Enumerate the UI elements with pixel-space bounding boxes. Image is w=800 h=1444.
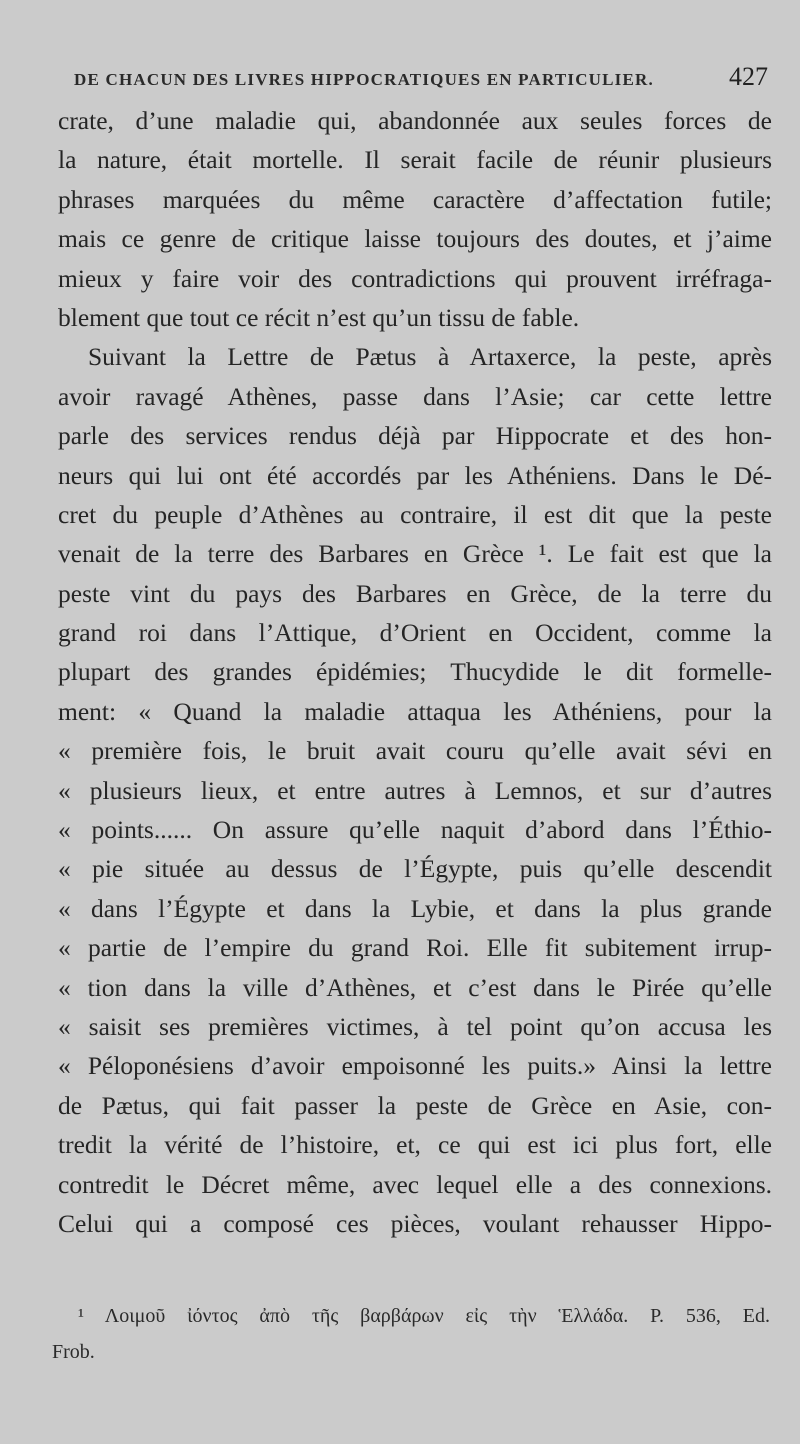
text-line: « saisit ses premières victimes, à tel point qu’on accusa les bbox=[58, 1011, 772, 1041]
running-head: DE CHACUN DES LIVRES HIPPOCRATIQUES EN PARTICULIER. bbox=[74, 70, 654, 89]
text-line: « première fois, le bruit avait couru qu’elle avait sévi en bbox=[58, 736, 772, 766]
text-line: mieux y faire voir des contradictions qui prouvent irréfraga- bbox=[58, 263, 772, 293]
text-line: « Péloponésiens d’avoir empoisonné les puits.» Ainsi la lettre bbox=[58, 1051, 772, 1081]
text-line: « partie de l’empire du grand Roi. Elle fit subitement irrup- bbox=[58, 933, 772, 963]
text-line: tredit la vérité de l’histoire, et, ce qui est ici plus fort, elle bbox=[58, 1130, 772, 1160]
text-line: grand roi dans l’Attique, d’Orient en Occident, comme la bbox=[58, 618, 772, 648]
text-line: blement que tout ce récit n’est qu’un tissu de fable. bbox=[58, 302, 580, 332]
text-line: « points...... On assure qu’elle naquit d’abord dans l’Éthio- bbox=[58, 815, 772, 845]
body-text bbox=[58, 101, 772, 1243]
text-line: parle des services rendus déjà par Hippocrate et des hon- bbox=[58, 421, 772, 451]
text-line: « pie située au dessus de l’Égypte, puis qu’elle descendit bbox=[58, 854, 772, 884]
text-line: ment: « Quand la maladie attaqua les Athéniens, pour la bbox=[58, 696, 772, 726]
text-line: la nature, était mortelle. Il serait facile de réunir plusieurs bbox=[58, 145, 772, 175]
text-line: « tion dans la ville d’Athènes, et c’est dans le Pirée qu’elle bbox=[58, 972, 772, 1002]
text-line: cret du peuple d’Athènes au contraire, il est dit que la peste bbox=[58, 499, 772, 529]
text-line: contredit le Décret même, avec lequel elle a des connexions. bbox=[58, 1169, 772, 1199]
text-line: phrases marquées du même caractère d’affectation futile; bbox=[58, 184, 772, 214]
text-line: mais ce genre de critique laisse toujours des doutes, et j’aime bbox=[58, 224, 772, 254]
page-number: 427 bbox=[729, 62, 768, 91]
text-line: « dans l’Égypte et dans la Lybie, et dans la plus grande bbox=[58, 893, 772, 923]
text-line: venait de la terre des Barbares en Grèce ¹. Le fait est que la bbox=[58, 539, 772, 569]
text-line: crate, d’une maladie qui, abandonnée aux seules forces de bbox=[58, 106, 772, 135]
footnote bbox=[52, 1298, 770, 1370]
text-line: Celui qui a composé ces pièces, voulant rehausser Hippo- bbox=[58, 1208, 772, 1238]
text-line: Suivant la Lettre de Pætus à Artaxerce, la peste, après bbox=[88, 342, 772, 372]
text-line: « plusieurs lieux, et entre autres à Lemnos, et sur d’autres bbox=[58, 775, 772, 805]
text-line: avoir ravagé Athènes, passe dans l’Asie; car cette lettre bbox=[58, 381, 772, 411]
text-line: neurs qui lui ont été accordés par les Athéniens. Dans le Dé- bbox=[58, 460, 772, 490]
text-line: de Pætus, qui fait passer la peste de Grèce en Asie, con- bbox=[58, 1090, 772, 1120]
text-line: plupart des grandes épidémies; Thucydide le dit formelle- bbox=[58, 657, 772, 687]
footnote-line: Frob. bbox=[52, 1341, 95, 1363]
text-line: peste vint du pays des Barbares en Grèce, de la terre du bbox=[58, 578, 772, 608]
page-header bbox=[74, 62, 774, 96]
footnote-line: ¹ Λοιμοῦ ἰόντος ἀπὸ τῆς βαρβάρων εἰς τὴν Ἑλλάδα. P. 536, Ed. bbox=[78, 1305, 770, 1327]
